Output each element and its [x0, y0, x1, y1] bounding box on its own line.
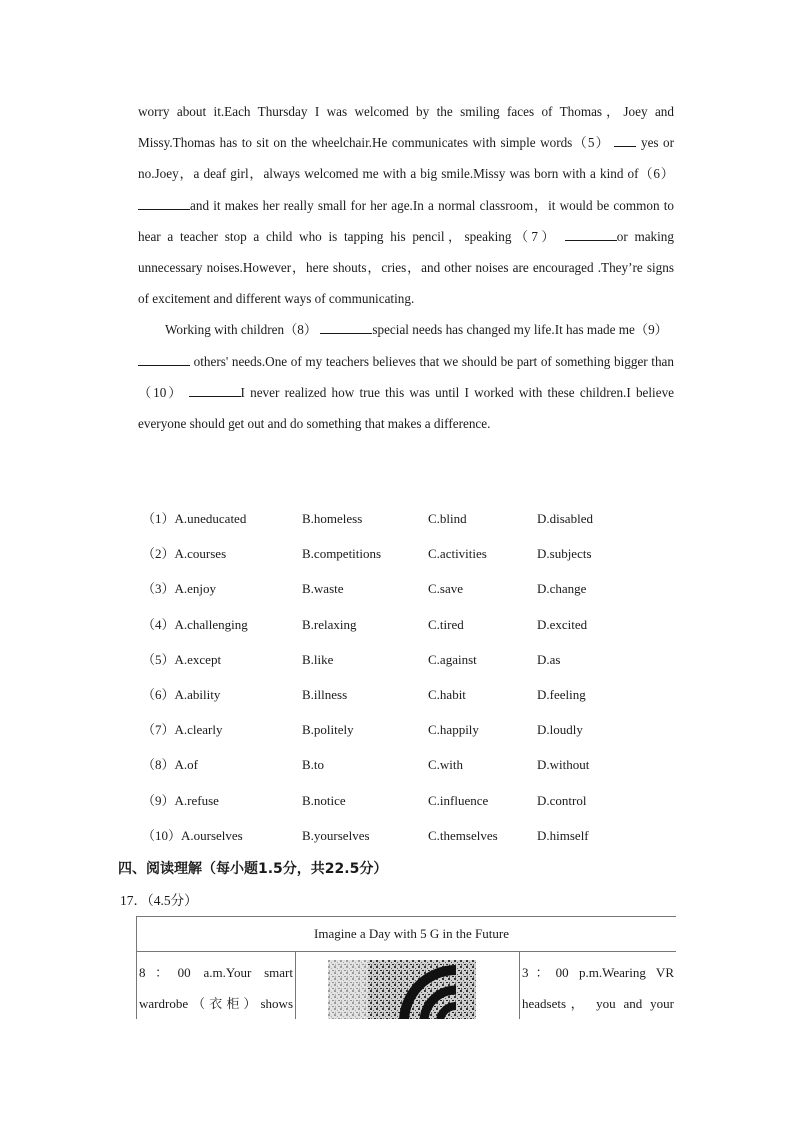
- option-a: （9）A.refuse: [142, 792, 219, 808]
- option-row: [142, 679, 662, 714]
- option-c: C.activities: [428, 546, 487, 562]
- passage-paragraph-2-cont: [138, 346, 674, 440]
- option-row: [142, 749, 662, 784]
- option-c: C.themselves: [428, 827, 498, 843]
- option-a: （1）A.uneducated: [142, 511, 247, 526]
- section-heading: 四、阅读理解（每小题1.5分，共22.5分）: [118, 861, 388, 877]
- option-b: B.illness: [302, 686, 348, 702]
- option-a: （3）A.enjoy: [142, 581, 217, 597]
- option-a: （10）A.ourselves: [142, 827, 243, 843]
- option-row: [142, 573, 662, 608]
- passage-line: and it makes her really small for her age.In a normal classroom，it would be common to hear a teacher stop a child who is tapping his pencil，speaking（7）: [138, 197, 674, 244]
- option-row: [142, 503, 662, 538]
- option-a: （5）A.except: [142, 651, 222, 667]
- blank-8: [320, 319, 372, 334]
- blank-5: [614, 132, 636, 147]
- option-c: C.with: [428, 757, 464, 773]
- option-d: D.control: [537, 792, 587, 808]
- answer-options: [142, 503, 662, 855]
- blank-9: [138, 351, 190, 366]
- option-b: B.yourselves: [302, 827, 370, 843]
- option-d: D.change: [537, 581, 587, 597]
- table-title: Imagine a Day with 5 G in the Future: [137, 917, 677, 952]
- passage-line: or making unnecessary noises.However，here shouts，cries，and other noises are encouraged .They’re signs of excitement and different ways of communicating.: [138, 228, 674, 307]
- option-d: D.as: [537, 651, 561, 667]
- option-c: C.habit: [428, 686, 466, 702]
- option-row: [142, 644, 662, 679]
- option-row: [142, 785, 662, 820]
- blank-7: [565, 226, 617, 241]
- option-b: B.waste: [302, 581, 344, 597]
- option-row: [142, 820, 662, 855]
- option-b: B.competitions: [302, 546, 382, 562]
- option-d: D.loudly: [537, 722, 583, 738]
- option-a: （4）A.challenging: [142, 616, 248, 632]
- table-cell-morning: 8：00 a.m.Your smart wardrobe（衣柜）shows: [137, 952, 296, 1020]
- table-cell-image: [296, 952, 520, 1020]
- option-a: （2）A.courses: [142, 546, 227, 562]
- option-b: B.to: [302, 757, 325, 773]
- option-a: （8）A.of: [142, 757, 198, 773]
- passage-line: special needs has changed my life.It has made me（9）: [372, 322, 668, 338]
- table-cell-afternoon: 3：00 p.m.Wearing VR headsets， you and your: [520, 952, 677, 1020]
- blank-10: [189, 382, 241, 397]
- passage-line: worry about it.Each Thursday I was welcomed by the smiling faces of Thomas，Joey and Missy.Thomas has to sit on the wheelchair.He communicates with simple words（5）: [138, 104, 674, 151]
- option-c: C.save: [428, 581, 464, 597]
- reading-table: [136, 916, 676, 1019]
- reading-table-wrapper: [136, 916, 676, 1019]
- passage-paragraph-1: [138, 96, 674, 314]
- option-c: C.against: [428, 651, 477, 667]
- option-row: [142, 538, 662, 573]
- option-c: C.blind: [428, 511, 467, 526]
- cloze-passage: [138, 96, 674, 439]
- option-d: D.excited: [537, 616, 588, 632]
- option-b: B.like: [302, 651, 334, 667]
- 5g-signal-icon: [328, 960, 484, 1019]
- option-c: C.tired: [428, 616, 464, 632]
- option-d: D.disabled: [537, 511, 593, 526]
- option-d: D.himself: [537, 827, 589, 843]
- option-b: B.relaxing: [302, 616, 357, 632]
- passage-paragraph-2: [138, 314, 674, 345]
- passage-line: Working with children（8）: [165, 322, 318, 338]
- passage-line: yes or no.Joey，a deaf girl，always welcomed me with a big smile.Missy was born with a kind of（6）: [138, 135, 675, 182]
- option-a: （6）A.ability: [142, 686, 221, 702]
- option-c: C.influence: [428, 792, 489, 808]
- option-b: B.homeless: [302, 511, 363, 526]
- option-d: D.feeling: [537, 686, 586, 702]
- 5g-signal-graphic: [328, 960, 484, 1019]
- option-a: （7）A.clearly: [142, 722, 223, 738]
- option-b: B.notice: [302, 792, 346, 808]
- passage-line: others' needs.One of my teachers believes that we should be part of something bigger than（10）: [138, 353, 675, 400]
- blank-6: [138, 195, 190, 210]
- option-row: [142, 609, 662, 644]
- question-number: 17．（4.5分）: [120, 893, 198, 908]
- option-b: B.politely: [302, 722, 354, 738]
- option-c: C.happily: [428, 722, 479, 738]
- option-d: D.without: [537, 757, 590, 773]
- option-row: [142, 714, 662, 749]
- option-d: D.subjects: [537, 546, 592, 562]
- passage-line: I never realized how true this was until I worked with these children.I believe everyone should get out and do something that makes a difference.: [138, 384, 675, 432]
